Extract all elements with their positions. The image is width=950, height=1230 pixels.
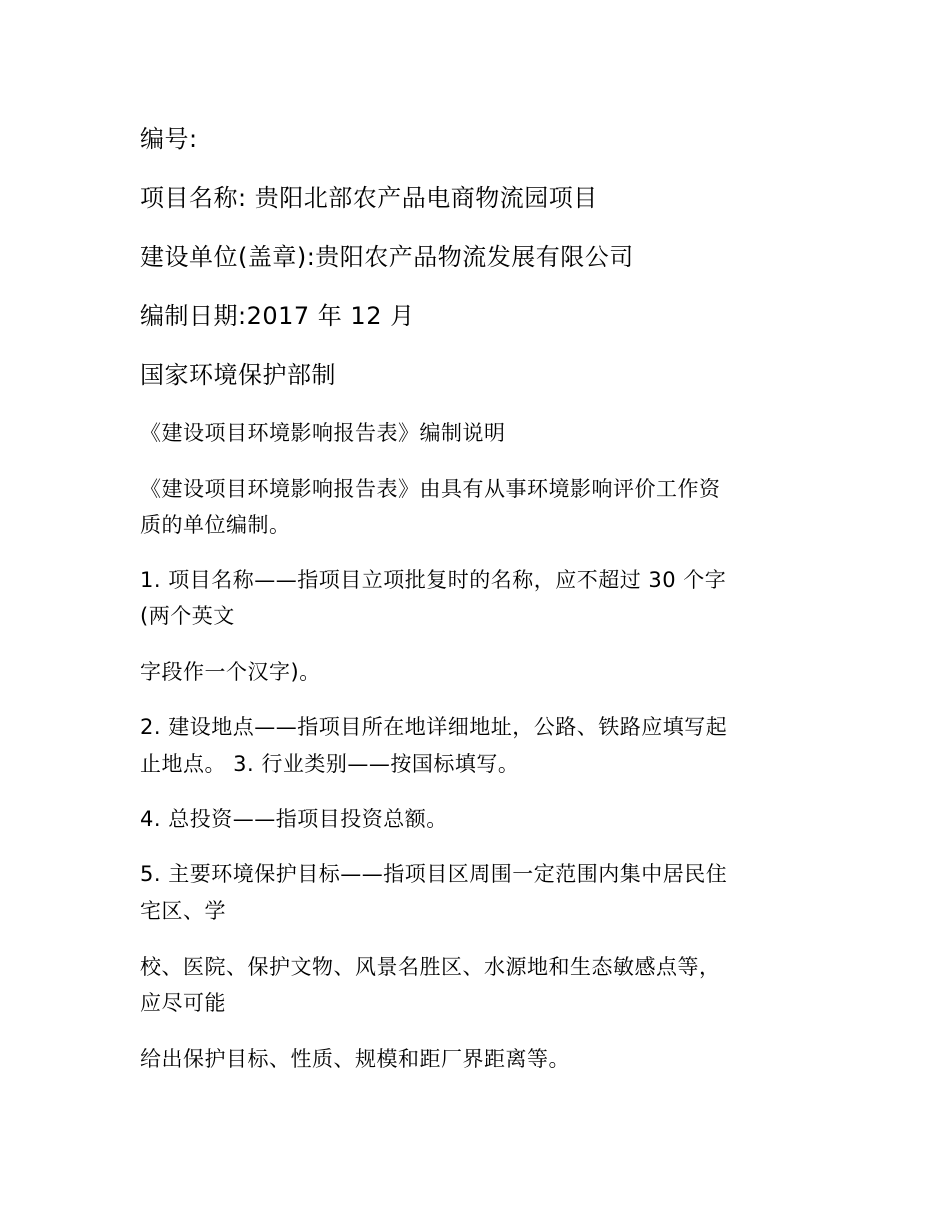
construction-unit: 建设单位(盖章):贵阳农产品物流发展有限公司 [140, 243, 634, 271]
document-number-label: 编号: [140, 125, 198, 153]
instructions-intro-line-1: 《建设项目环境影响报告表》由具有从事环境影响评价工作资 [140, 477, 721, 501]
item-1-line-2: (两个英文 [140, 604, 235, 628]
issuer: 国家环境保护部制 [140, 361, 336, 389]
item-5-line-4: 应尽可能 [140, 991, 226, 1015]
item-2-line-1: 2. 建设地点——指项目所在地详细地址，公路、铁路应填写起 [140, 715, 728, 739]
item-2-line-2: 止地点。 3. 行业类别——按国标填写。 [140, 752, 520, 776]
item-4-line-1: 4. 总投资——指项目投资总额。 [140, 807, 448, 831]
instructions-title: 《建设项目环境影响报告表》编制说明 [140, 421, 506, 445]
prepared-date: 编制日期:2017 年 12 月 [140, 302, 415, 330]
instructions-intro-line-2: 质的单位编制。 [140, 513, 291, 537]
item-5-line-1: 5. 主要环境保护目标——指项目区周围一定范围内集中居民住 [140, 862, 728, 886]
item-5-line-3: 校、医院、保护文物、风景名胜区、水源地和生态敏感点等， [140, 955, 721, 979]
item-1-line-3: 字段作一个汉字)。 [140, 660, 321, 684]
item-1-line-1: 1. 项目名称——指项目立项批复时的名称，应不超过 30 个字 [140, 568, 727, 592]
item-5-line-2: 宅区、学 [140, 899, 226, 923]
project-name: 项目名称: 贵阳北部农产品电商物流园项目 [140, 184, 598, 212]
item-5-line-5: 给出保护目标、性质、规模和距厂界距离等。 [140, 1047, 570, 1071]
